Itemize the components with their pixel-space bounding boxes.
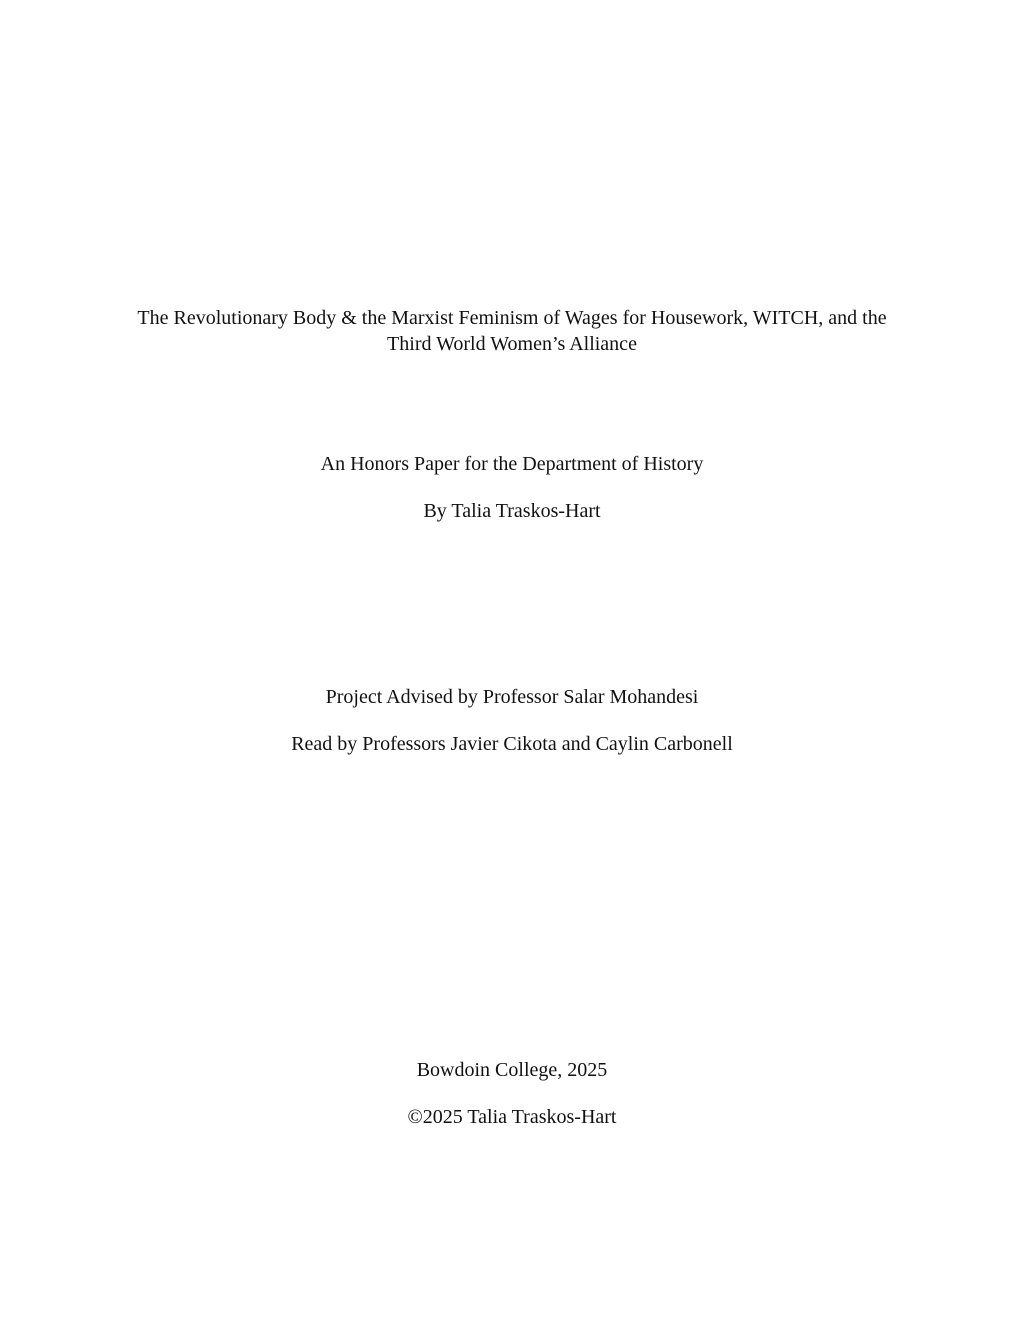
- readers-line: Read by Professors Javier Cikota and Caylin Carbonell: [291, 733, 733, 755]
- author-line: By Talia Traskos-Hart: [423, 500, 601, 522]
- paper-title-line-2: Third World Women’s Alliance: [387, 333, 637, 355]
- paper-title: [0, 305, 1024, 357]
- institution-line: Bowdoin College, 2025: [416, 1059, 608, 1081]
- copyright-line: ©2025 Talia Traskos-Hart: [407, 1106, 617, 1128]
- paper-subtitle: An Honors Paper for the Department of History: [320, 453, 704, 475]
- advisor-line: Project Advised by Professor Salar Mohandesi: [325, 686, 699, 708]
- paper-title-line-1: The Revolutionary Body & the Marxist Feminism of Wages for Housework, WITCH, and the: [137, 307, 887, 329]
